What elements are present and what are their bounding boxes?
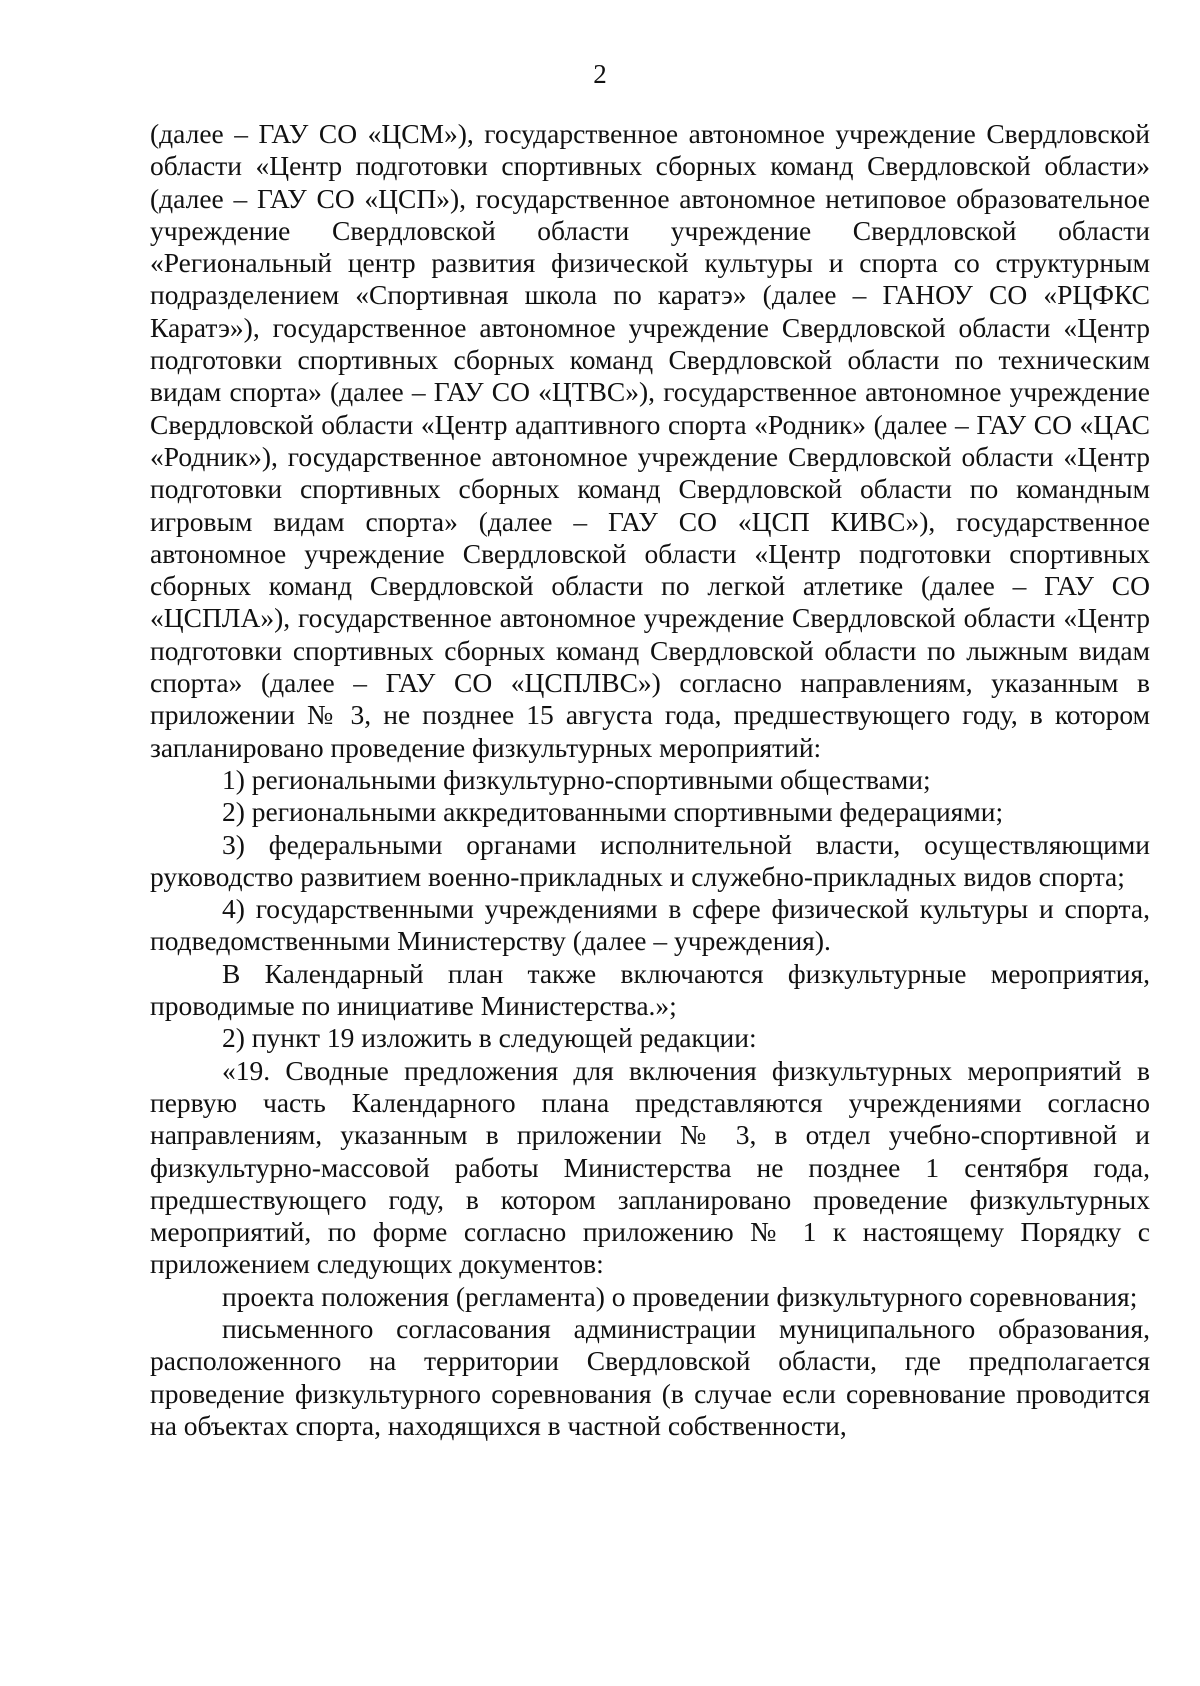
list-item-4: 4) государственными учреждениями в сфере физической культуры и спорта, подведомственными Министерству (далее – учреждения). [150,893,1150,957]
paragraph-institutions-list: (далее – ГАУ СО «ЦСМ»), государственное автономное учреждение Свердловской области «Центр подготовки спортивных сборных команд Свердловской области» (далее – ГАУ СО «ЦСП»), государственное автономное нетиповое образовательное учреждение Свердловской области учреждение Свердловской области «Региональный центр развития физической культуры и спорта со структурным подразделением «Спортивная школа по каратэ» (далее – ГАНОУ СО «РЦФКС Каратэ»), государственное автономное учреждение Свердловской области «Центр подготовки спортивных сборных команд Свердловской области по техническим видам спорта» (далее – ГАУ СО «ЦТВС»), государственное автономное учреждение Свердловской области «Центр адаптивного спорта «Родник» (далее – ГАУ СО «ЦАС «Родник»), государственное автономное учреждение Свердловской области «Центр подготовки спортивных сборных команд Свердловской области по командным игровым видам спорта» (далее – ГАУ СО «ЦСП КИВС»), государственное автономное учреждение Свердловской области «Центр подготовки спортивных сборных команд Свердловской области по легкой атлетике (далее – ГАУ СО «ЦСПЛА»), государственное автономное учреждение Свердловской области «Центр подготовки спортивных сборных команд Свердловской области по лыжным видам спорта» (далее – ГАУ СО «ЦСПЛВС») согласно направлениям, указанным в приложении № 3, не позднее 15 августа года, предшествующего году, в котором запланировано проведение физкультурных мероприятий: [150,118,1150,763]
list-item-3: 3) федеральными органами исполнительной власти, осуществляющими руководство развитием военно-прикладных и служебно-прикладных видов спорта; [150,828,1150,892]
paragraph-item-19: «19. Сводные предложения для включения физкультурных мероприятий в первую часть Календарного плана представляются учреждениями согласно направлениям, указанным в приложении № 3, в отдел учебно-спортивной и физкультурно-массовой работы Министерства не позднее 1 сентября года, предшествующего году, в котором запланировано проведение физкультурных мероприятий, по форме согласно приложению № 1 к настоящему Порядку с приложением следующих документов: [150,1054,1150,1280]
paragraph-written-approval: письменного согласования администрации муниципального образования, расположенного на территории Свердловской области, где предполагается проведение физкультурного соревнования (в случае если соревнование проводится на объектах спорта, находящихся в частной собственности, [150,1312,1150,1441]
list-item-1: 1) региональными физкультурно-спортивными обществами; [222,763,931,795]
page-number: 2 [593,59,607,89]
paragraph-ministry-initiative: В Календарный план также включаются физкультурные мероприятия, проводимые по инициативе Министерства.»; [150,957,1150,1022]
list-item-2: 2) региональными аккредитованными спортивными федерациями; [222,796,1004,828]
document-body [150,118,1150,1442]
paragraph-draft-regulation: проекта положения (регламента) о проведении физкультурного соревнования; [222,1280,1138,1312]
paragraph-item-19-intro: 2) пункт 19 изложить в следующей редакции: [222,1022,757,1054]
